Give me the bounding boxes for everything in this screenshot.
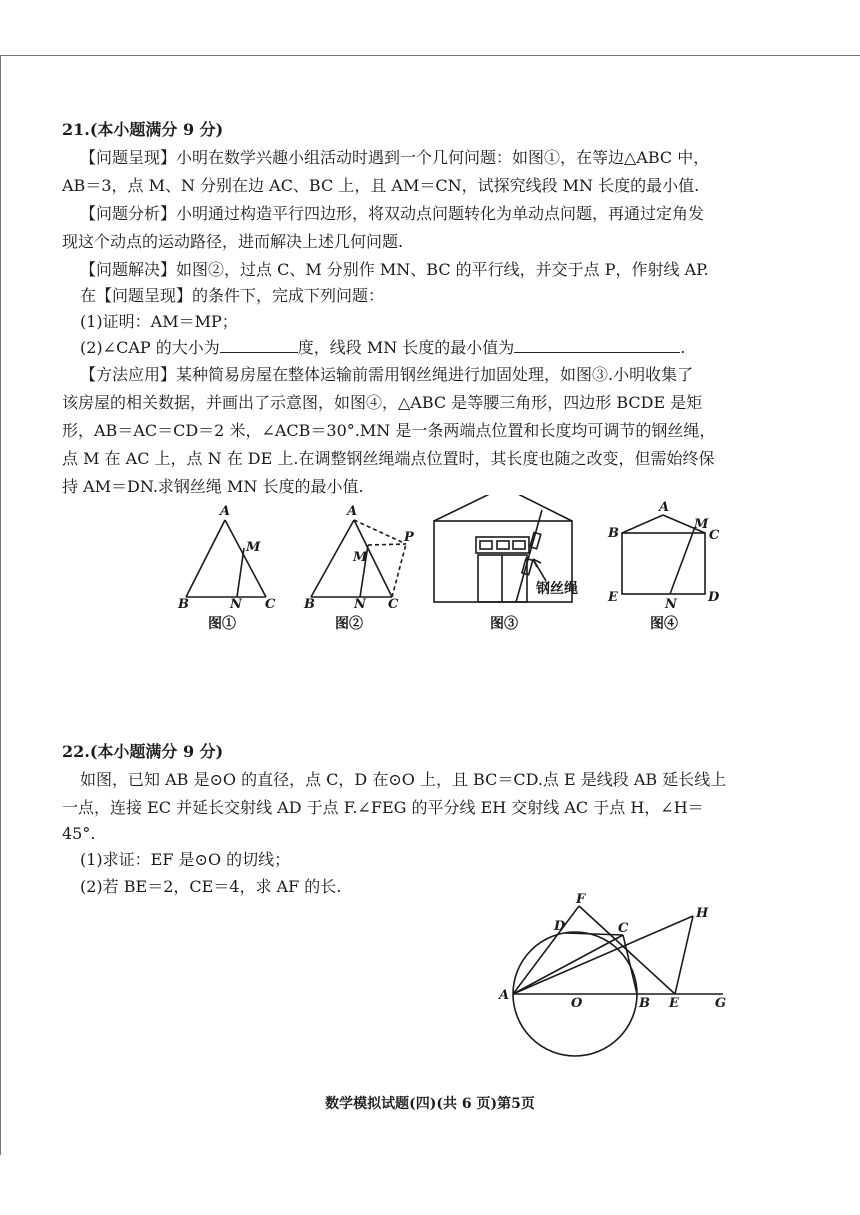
- q22-label-f: F: [576, 892, 586, 907]
- q21-item2-part-a: (2)∠CAP 的大小为: [80, 338, 220, 357]
- fig1-caption: 图①: [208, 616, 236, 632]
- q21-method-line2: 该房屋的相关数据，并画出了示意图，如图④，△ABC 是等腰三角形，四边形 BCDE 是矩: [62, 393, 703, 412]
- answer-blank-angle[interactable]: [220, 336, 298, 353]
- fig1-label-a: A: [220, 504, 231, 519]
- q21-item2-part-b: 度，线段 MN 长度的最小值为: [297, 338, 515, 357]
- fig4-label-e: E: [608, 590, 618, 605]
- q21-method-line4: 点 M 在 AC 上，点 N 在 DE 上.在调整钢丝绳端点位置时，其长度也随之改变，但需始终保: [62, 449, 715, 468]
- q21-solution-line2: 在【问题呈现】的条件下，完成下列问题：: [80, 286, 385, 305]
- page-border-top: [0, 55, 860, 56]
- fig4-caption: 图④: [650, 616, 678, 632]
- fig4-label-d: D: [708, 590, 720, 605]
- answer-blank-mn-min[interactable]: [514, 336, 680, 353]
- q22-heading: 22.(本小题满分 9 分): [62, 742, 224, 761]
- q21-item2-end: .: [680, 338, 686, 357]
- q21-method-line1: 【方法应用】某种简易房屋在整体运输前需用钢丝绳进行加固处理，如图③.小明收集了: [80, 365, 694, 384]
- line-ac: [513, 935, 623, 994]
- q22-label-d: D: [554, 919, 566, 934]
- fig2-label-p: P: [404, 530, 414, 545]
- q21-method-line3: 形，AB＝AC＝CD＝2 米，∠ACB＝30°.MN 是一条两端点位置和长度均可调节的钢丝绳，: [62, 421, 716, 440]
- ray-af: [513, 906, 579, 994]
- fig2-label-m: M: [353, 550, 368, 565]
- q21-method-line5: 持 AM＝DN.求钢丝绳 MN 长度的最小值.: [62, 477, 364, 496]
- q22-label-g: G: [715, 996, 727, 1011]
- q22-item1: (1)求证：EF 是⊙O 的切线；: [80, 850, 291, 869]
- q22-line1: 如图，已知 AB 是⊙O 的直径，点 C，D 在⊙O 上，且 BC＝CD.点 E 是线段 AB 延长线上: [80, 770, 727, 789]
- q22-item2: (2)若 BE＝2，CE＝4，求 AF 的长.: [80, 877, 342, 896]
- q21-analysis-line1: 【问题分析】小明通过构造平行四边形，将双动点问题转化为单动点问题，再通过定角发: [80, 204, 705, 223]
- q22-label-o: O: [571, 996, 583, 1011]
- q21-figures: [170, 495, 740, 640]
- fig1-label-n: N: [230, 597, 242, 612]
- q21-item1: (1)证明：AM＝MP；: [80, 312, 238, 331]
- q21-solution-line1: 【问题解决】如图②，过点 C、M 分别作 MN、BC 的平行线，并交于点 P，作射线 AP.: [80, 260, 709, 279]
- figure-1-triangle: [186, 520, 266, 597]
- fig2-caption: 图②: [335, 616, 363, 632]
- q21-analysis-line2: 现这个动点的运动路径，进而解决上述几何问题.: [62, 232, 404, 251]
- fig4-label-a: A: [659, 500, 670, 515]
- fig3-rope-label: 钢丝绳: [536, 581, 578, 597]
- fig3-caption: 图③: [490, 616, 518, 632]
- fig4-label-c: C: [709, 528, 720, 543]
- q22-label-a: A: [499, 988, 510, 1003]
- q21-item2: [80, 336, 685, 360]
- figure-4-rect-triangle: [622, 515, 705, 594]
- fig4-label-b: B: [608, 526, 619, 541]
- line-he: [675, 916, 693, 994]
- q21-problem-line1: 【问题呈现】小明在数学兴趣小组活动时遇到一个几何问题：如图①，在等边△ABC 中，: [80, 148, 710, 167]
- fig4-label-m: M: [694, 517, 709, 532]
- q22-label-h: H: [696, 906, 709, 921]
- q22-figure: [495, 890, 740, 1065]
- fig4-label-n: N: [665, 597, 677, 612]
- q22-line2: 一点，连接 EC 并延长交射线 AD 于点 F.∠FEG 的平分线 EH 交射线 AC 于点 H，∠H＝: [62, 798, 704, 817]
- page-footer: 数学模拟试题(四)(共 6 页)第5页: [325, 1096, 535, 1112]
- q22-label-b: B: [639, 996, 650, 1011]
- page-border-left: [0, 55, 1, 1155]
- fig1-label-c: C: [265, 597, 276, 612]
- q22-label-e: E: [669, 996, 679, 1011]
- line-dc: [565, 933, 623, 935]
- fig2-label-n: N: [354, 597, 366, 612]
- q22-label-c: C: [618, 921, 629, 936]
- fig2-label-a: A: [347, 504, 358, 519]
- fig2-label-b: B: [304, 597, 315, 612]
- fig2-label-c: C: [388, 597, 399, 612]
- q22-line3: 45°.: [62, 824, 96, 843]
- q21-problem-line2: AB＝3，点 M、N 分别在边 AC、BC 上，且 AM＝CN，试探究线段 MN 长度的最小值.: [62, 176, 700, 195]
- q21-heading: 21.(本小题满分 9 分): [62, 120, 224, 139]
- fig1-label-m: M: [246, 540, 261, 555]
- fig1-label-b: B: [178, 597, 189, 612]
